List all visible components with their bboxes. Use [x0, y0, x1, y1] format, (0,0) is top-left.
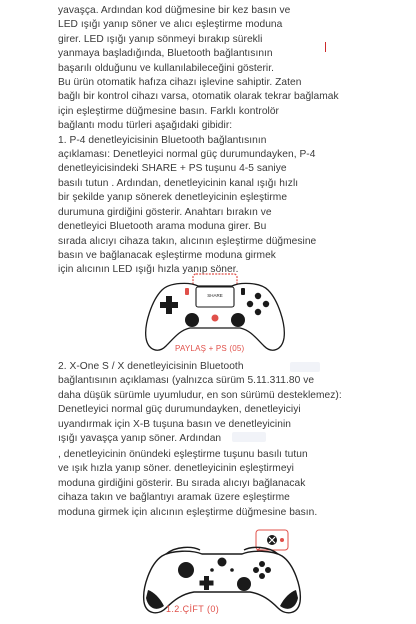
text-line: moduna girdiğini gösterir. Bu sırada alıcıyı bağlanacak [58, 477, 306, 489]
text-line: basılı tutun . Ardından, denetleyicinin kanal ışığı hızlı [58, 177, 299, 189]
text-line: ışığı yavaşça yanıp söner. Ardından [58, 433, 222, 445]
text-line: LED ışığı yanıp söner ve alıcı eşleştirme moduna [58, 19, 283, 31]
text-line: yanmaya başladığında, Bluetooth bağlantısının [58, 48, 273, 60]
text-line: , denetleyicinin önündeki eşleştirme tuşunu basılı tutun [58, 449, 308, 460]
text-line: bağlantısının açıklaması (yalnızca sürüm 5.11.311.80 ve [58, 375, 315, 387]
smudge [232, 432, 266, 442]
text-line: yavaşça. Ardından kod düğmesine bir kez basın ve [58, 5, 291, 16]
instructions-paragraph-3 [58, 448, 348, 520]
text-line: cihaza takın ve bağlantıyı aramak üzere eşleştirme [58, 492, 290, 504]
smudge [290, 362, 320, 372]
text-line: girer. LED ışığı yanıp sönmeyi bırakıp sürekli [58, 33, 263, 45]
instructions-paragraph-2 [58, 360, 348, 446]
text-line: 2. X-One S / X denetleyicisinin Bluetooth [58, 361, 244, 372]
text-line: açıklaması: Denetleyici normal güç durumundayken, P-4 [58, 149, 316, 161]
share-label: SHARE [207, 293, 223, 298]
text-line: başarılı olduğunu ve kullanılabileceğini gösterir. [58, 62, 275, 74]
figure1-caption: PAYLAŞ + PS (05) [175, 344, 245, 353]
text-line: için eşleştirme düğmesine basın. Farklı kontrolör [58, 105, 280, 117]
text-line: Denetleyici normal güç durumundayken, denetleyiciyi [58, 404, 301, 416]
text-line: Bu ürün otomatik hafıza cihazı işlevine sahiptir. Zaten [58, 77, 302, 89]
text-line: denetleyicisindeki SHARE + PS tuşunu 4-5 saniye [58, 163, 287, 175]
text-line: basın ve bağlanacak eşleştirme moduna girmek [58, 249, 276, 261]
xbox-controller-icon [132, 528, 312, 618]
text-line: bağlı bir kontrol cihazı varsa, otomatik olarak tekrar bağlamak [58, 91, 339, 103]
xbox-controller-figure [132, 528, 312, 618]
text-line: daha düşük sürümle uyumludur, en son sürümü desteklemez): [58, 389, 342, 401]
text-line: için alıcının LED ışığı hızla yanıp söner. [58, 264, 239, 276]
text-line: bağlantı modu türleri aşağıdaki gibidir: [58, 120, 233, 132]
text-line: uyandırmak için X-B tuşuna basın ve denetleyicinin [58, 418, 291, 430]
text-line: bir şekilde yanıp sönerek denetleyicinin eşleştirme [58, 192, 288, 204]
instructions-paragraph-1 [58, 4, 348, 278]
text-line: 1. P-4 denetleyicisinin Bluetooth bağlantısının [58, 134, 267, 146]
text-line: denetleyici Bluetooth arama moduna girer. Bu [58, 221, 267, 233]
text-line: moduna girmek için alıcının eşleştirme düğmesine basın. [58, 506, 318, 518]
text-line: sırada alıcıyı cihaza takın, alıcının eşleştirme düğmesine [58, 235, 317, 247]
figure2-caption: 1.2.ÇİFT (0) [166, 604, 220, 614]
margin-mark [325, 42, 326, 52]
text-line: durumuna girdiğini gösterir. Anahtarı bırakın ve [58, 206, 272, 218]
text-line: ve ışık hızla yanıp söner. denetleyicinin eşleştirmeyi [58, 463, 294, 475]
